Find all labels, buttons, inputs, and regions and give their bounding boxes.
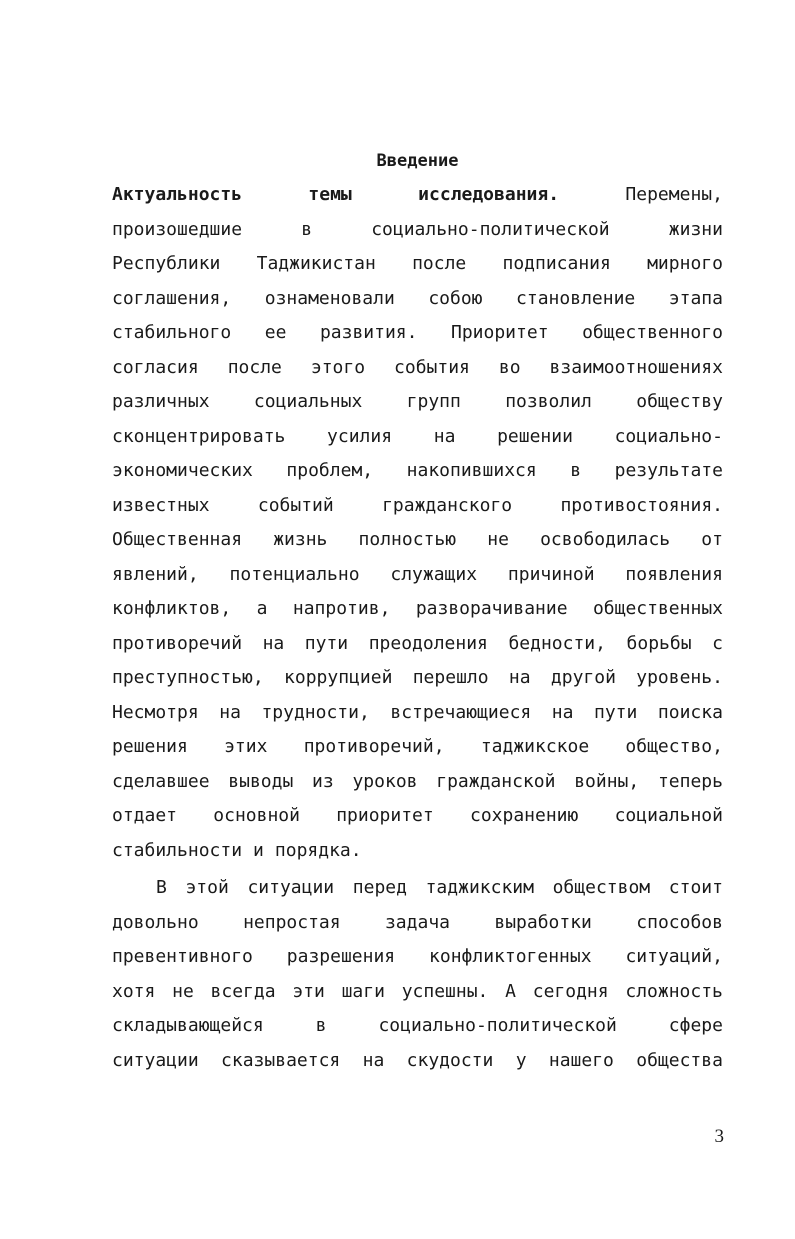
word: социально- (614, 425, 723, 447)
word: ситуаций, (625, 946, 723, 967)
word: поиска (657, 701, 723, 723)
word: В (156, 877, 167, 898)
word: перешло (412, 667, 489, 688)
word: Республики (112, 253, 221, 274)
word: этапа (668, 287, 723, 309)
word: разворачивание (415, 598, 568, 619)
word: сфере (668, 1015, 723, 1036)
word: складывающейся (112, 1015, 264, 1036)
word: этой (185, 877, 229, 898)
word: жизнь (273, 529, 328, 550)
word: бедности, (508, 632, 606, 654)
word: этих (224, 736, 268, 757)
word: не (487, 529, 509, 550)
word: сложность (625, 980, 723, 1002)
word: подписания (502, 253, 611, 274)
word: на (219, 701, 241, 723)
text-line (112, 730, 723, 765)
word: во (498, 356, 521, 378)
word: ознаменовали (264, 287, 395, 309)
word: конфликтов, (112, 598, 232, 619)
word: служащих (390, 563, 478, 585)
section-heading: Введение (376, 151, 459, 171)
word: социально-политической (371, 218, 610, 240)
text-line (112, 523, 723, 558)
text-line (112, 834, 723, 869)
word: гражданского (382, 494, 513, 516)
word: задача (384, 911, 450, 933)
word: скудости (406, 1049, 494, 1071)
word: ситуации (112, 1049, 199, 1071)
word: на (362, 1049, 385, 1071)
word: Общественная (112, 529, 243, 550)
word: довольно (112, 911, 199, 933)
word: отдает (112, 805, 178, 826)
text-line (112, 799, 723, 834)
word: жизни (668, 218, 723, 240)
word: после (412, 253, 467, 274)
word: способов (636, 911, 723, 933)
word: пути (304, 632, 349, 654)
word: и (253, 839, 264, 861)
word: теперь (657, 770, 723, 792)
word: коррупцией (284, 667, 393, 688)
word: Перемены, (625, 184, 723, 205)
word: обществом (552, 877, 651, 898)
word: таджикское (480, 736, 590, 757)
word: на (551, 701, 574, 723)
word: таджикским (425, 877, 534, 898)
word: другой (550, 667, 616, 688)
text-line (112, 489, 723, 524)
paragraph-1 (112, 178, 723, 868)
word: явлений, (112, 563, 199, 585)
word: напротив, (292, 598, 391, 619)
word: полностью (358, 529, 457, 550)
word: выработки (494, 911, 592, 933)
word: стоит (668, 877, 723, 898)
word: разрешения (286, 946, 396, 967)
word: на (508, 667, 531, 688)
word: освободилась (540, 529, 671, 550)
word: противоречий, (303, 736, 445, 757)
word: войны, (574, 770, 640, 792)
word: превентивного (112, 946, 253, 967)
word: сохранению (469, 805, 579, 826)
word: сегодня (532, 980, 609, 1002)
word: всегда (210, 980, 276, 1002)
word: обществу (636, 391, 723, 412)
word: уроков (352, 770, 418, 792)
word: усилия (327, 425, 393, 447)
word: пути (594, 701, 638, 723)
word: уровень. (636, 667, 723, 688)
word: гражданской (436, 770, 556, 792)
word: появления (625, 563, 723, 585)
word: а (256, 598, 268, 619)
word: экономических (112, 460, 253, 481)
word: общественных (592, 598, 723, 619)
word: общество, (625, 736, 723, 757)
word: успешны. (401, 980, 489, 1002)
paragraph-2 (112, 871, 723, 1078)
word: различных (112, 391, 210, 412)
word: взаимоотношениях (549, 356, 723, 378)
word: Актуальность (112, 184, 243, 205)
word: в (315, 1015, 327, 1036)
word: от (701, 529, 723, 550)
word: выводы (228, 770, 294, 792)
word: темы (308, 184, 352, 205)
text-line (112, 178, 723, 213)
word: позволил (505, 391, 592, 412)
word: решения (112, 736, 188, 757)
page-number: 3 (714, 1126, 724, 1147)
word: Несмотря (112, 701, 199, 723)
text-line (112, 454, 723, 489)
text-line (112, 765, 723, 800)
word: после (227, 356, 282, 378)
word: хотя (112, 980, 156, 1002)
word: непростая (243, 911, 341, 933)
text-line (112, 696, 723, 731)
word: стабильного (112, 322, 232, 343)
word: события (394, 356, 470, 378)
word: на (262, 632, 285, 654)
word: из (312, 770, 334, 792)
word: событий (257, 494, 334, 516)
word: на (433, 425, 456, 447)
word: мирного (647, 253, 723, 274)
word: собою (428, 287, 483, 309)
word: Таджикистан (256, 253, 376, 274)
word: общества (636, 1049, 723, 1071)
word: у (515, 1049, 527, 1071)
word: приоритет (336, 805, 434, 826)
word: социальной (614, 805, 723, 826)
word: потенциально (229, 563, 360, 585)
text-line (112, 282, 723, 317)
word: преодоления (368, 632, 488, 654)
word: социальных (253, 391, 363, 412)
word: порядка. (274, 839, 362, 861)
word: ее (264, 322, 287, 343)
word: нашего (548, 1049, 614, 1071)
word: эти (292, 980, 325, 1002)
word: борьбы (626, 632, 692, 654)
text-line (112, 247, 723, 282)
text-line (112, 420, 723, 455)
word: проблем, (286, 460, 374, 481)
text-line (112, 940, 723, 975)
word: с (712, 632, 723, 654)
text-line (112, 1009, 723, 1044)
word: встречающиеся (390, 701, 532, 723)
text-line (112, 1044, 723, 1079)
word: становление (516, 287, 636, 309)
word: этого (310, 356, 366, 378)
word: согласия (112, 356, 199, 378)
word: в (301, 218, 313, 240)
word: исследования. (418, 184, 560, 205)
text-line (112, 906, 723, 941)
word: конфликтогенных (429, 946, 592, 967)
word: причиной (507, 563, 595, 585)
word: сделавшее (112, 770, 210, 792)
text-line (112, 592, 723, 627)
word: основной (213, 805, 300, 826)
word: решении (497, 425, 573, 447)
word: шаги (341, 980, 385, 1002)
word: сконцентрировать (112, 425, 286, 447)
word: произошедшие (112, 218, 243, 240)
text-line (112, 316, 723, 351)
text-line (112, 975, 723, 1010)
text-line (112, 871, 723, 906)
text-line (112, 351, 723, 386)
word: соглашения, (112, 287, 232, 309)
word: социально-политической (378, 1015, 617, 1036)
word: не (172, 980, 194, 1002)
word: в (570, 460, 582, 481)
text-line (112, 558, 723, 593)
word: результате (614, 460, 723, 481)
word: противоречий (112, 632, 243, 654)
word: развития. (319, 322, 418, 343)
word: трудности, (261, 701, 370, 723)
text-line (112, 213, 723, 248)
word: известных (112, 494, 210, 516)
word: накопившихся (406, 460, 537, 481)
text-line (112, 661, 723, 696)
word: ситуации (247, 877, 335, 898)
word: перед (352, 877, 407, 898)
word: стабильности (112, 839, 243, 861)
text-line (112, 627, 723, 662)
word: общественного (582, 322, 723, 343)
word: А (505, 980, 516, 1002)
word: противостояния. (560, 494, 723, 516)
word: сказывается (221, 1049, 341, 1071)
word: преступностью, (112, 667, 264, 688)
text-line (112, 385, 723, 420)
word: групп (406, 391, 461, 412)
word: Приоритет (451, 322, 549, 343)
